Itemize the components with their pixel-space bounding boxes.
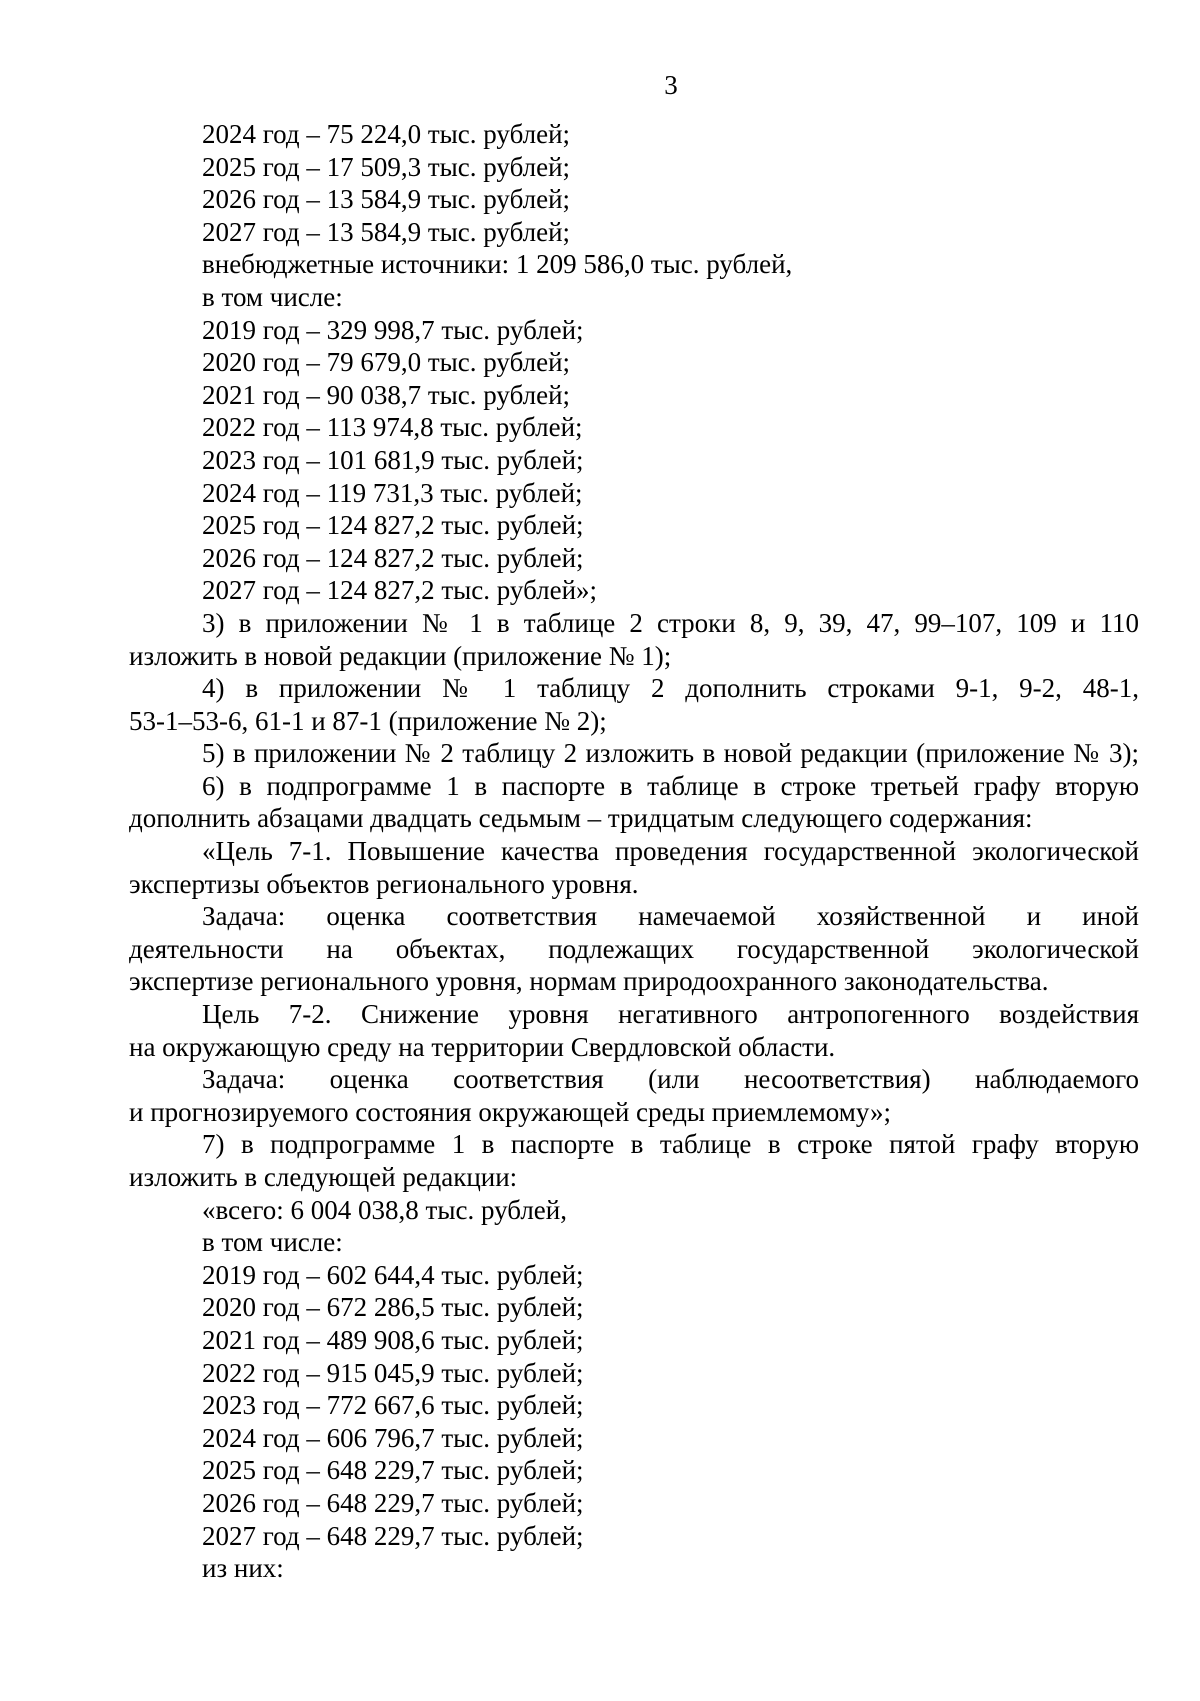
text-line: 7) в подпрограмме 1 в паспорте в таблице в строке пятой графу вторую [202, 1129, 1139, 1160]
text-line: 2024 год – 606 796,7 тыс. рублей; [202, 1422, 584, 1453]
text-line: 2027 год – 124 827,2 тыс. рублей»; [202, 575, 598, 606]
text-line: 4) в приложении № 1 таблицу 2 дополнить строками 9-1, 9-2, 48-1, [202, 673, 1139, 704]
text-line: изложить в новой редакции (приложение № 1); [129, 640, 672, 671]
text-line: 2019 год – 602 644,4 тыс. рублей; [202, 1259, 584, 1290]
text-line: в том числе: [202, 1227, 343, 1258]
text-line: Задача: оценка соответствия (или несоответствия) наблюдаемого [202, 1064, 1139, 1095]
text-line: 2022 год – 915 045,9 тыс. рублей; [202, 1357, 584, 1388]
text-line: внебюджетные источники: 1 209 586,0 тыс. рублей, [202, 249, 793, 280]
text-line: Цель 7-2. Снижение уровня негативного антропогенного воздействия [202, 999, 1139, 1030]
text-line: дополнить абзацами двадцать седьмым – тридцатым следующего содержания: [129, 803, 1033, 834]
text-line: 2023 год – 772 667,6 тыс. рублей; [202, 1390, 584, 1421]
text-line: экспертизе регионального уровня, нормам природоохранного законодательства. [129, 966, 1049, 997]
text-line: 2026 год – 124 827,2 тыс. рублей; [202, 542, 584, 573]
text-line: 6) в подпрограмме 1 в паспорте в таблице в строке третьей графу вторую [202, 770, 1139, 801]
text-line: экспертизы объектов регионального уровня. [129, 868, 639, 899]
text-line: 2024 год – 119 731,3 тыс. рублей; [202, 477, 583, 508]
text-line: 2023 год – 101 681,9 тыс. рублей; [202, 444, 584, 475]
text-line: 2022 год – 113 974,8 тыс. рублей; [202, 412, 583, 443]
page-number: 3 [664, 70, 678, 100]
text-line: 2020 год – 672 286,5 тыс. рублей; [202, 1292, 584, 1323]
text-line: в том числе: [202, 281, 343, 312]
text-line: 2019 год – 329 998,7 тыс. рублей; [202, 314, 584, 345]
document-body [129, 118, 1139, 1585]
text-line: изложить в следующей редакции: [129, 1162, 518, 1192]
text-line: Задача: оценка соответствия намечаемой хозяйственной и иной [202, 901, 1139, 932]
text-line: 2021 год – 90 038,7 тыс. рублей; [202, 379, 571, 410]
text-line: 2026 год – 648 229,7 тыс. рублей; [202, 1487, 584, 1518]
text-line: 2026 год – 13 584,9 тыс. рублей; [202, 184, 571, 215]
text-line: на окружающую среду на территории Свердловской области. [129, 1031, 836, 1062]
text-line: 2027 год – 13 584,9 тыс. рублей; [202, 216, 571, 247]
text-line: 3) в приложении № 1 в таблице 2 строки 8, 9, 39, 47, 99–107, 109 и 110 [202, 607, 1139, 638]
text-line: 2027 год – 648 229,7 тыс. рублей; [202, 1520, 584, 1551]
text-line: 2025 год – 124 827,2 тыс. рублей; [202, 510, 584, 541]
text-line: «Цель 7-1. Повышение качества проведения государственной экологической [202, 836, 1139, 867]
text-line: деятельности на объектах, подлежащих государственной экологической [129, 933, 1139, 964]
text-line: и прогнозируемого состояния окружающей среды приемлемому»; [129, 1096, 892, 1127]
text-line: из них: [202, 1553, 284, 1584]
text-line: 2025 год – 17 509,3 тыс. рублей; [202, 151, 571, 182]
text-line: 2021 год – 489 908,6 тыс. рублей; [202, 1324, 584, 1355]
text-line: 2025 год – 648 229,7 тыс. рублей; [202, 1455, 584, 1486]
text-line: 53-1–53-6, 61-1 и 87-1 (приложение № 2); [129, 705, 607, 736]
text-line: 5) в приложении № 2 таблицу 2 изложить в новой редакции (приложение № 3); [202, 738, 1139, 769]
text-line: 2024 год – 75 224,0 тыс. рублей; [202, 119, 571, 149]
text-line: 2020 год – 79 679,0 тыс. рублей; [202, 347, 571, 378]
text-line: «всего: 6 004 038,8 тыс. рублей, [202, 1194, 567, 1225]
